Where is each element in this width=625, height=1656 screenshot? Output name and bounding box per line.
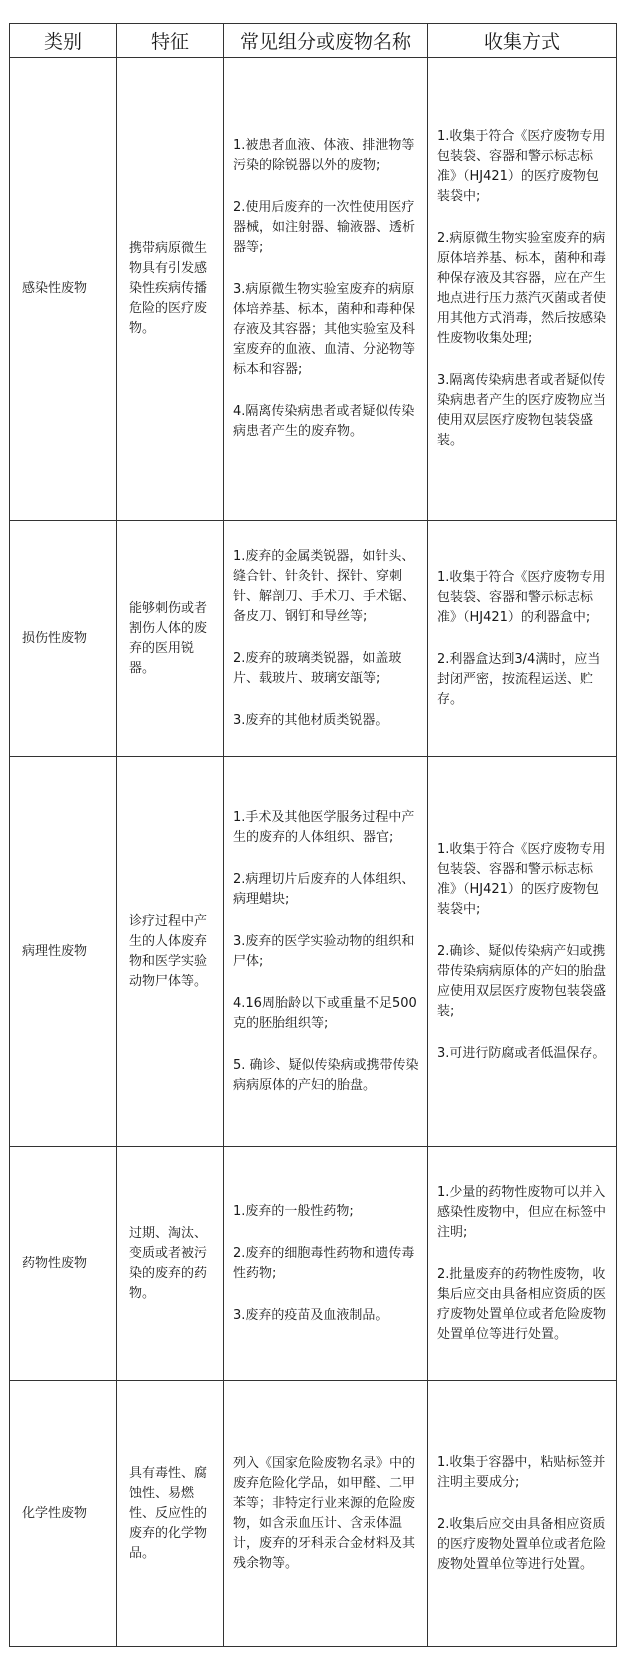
feature-cell: 诊疗过程中产生的人体废弃物和医学实验动物尸体等。 [117,757,224,1147]
component-item: 1.废弃的一般性药物; [233,1203,354,1219]
component-item: 4.隔离传染病患者或者疑似传染病患者产生的废弃物。 [233,404,415,440]
method-item: 1.收集于符合《医疗废物专用包装袋、容器和警示标志标准》（HJ421）的利器盒中; [437,569,606,625]
feature-cell: 具有毒性、腐蚀性、易燃性、反应性的废弃的化学物品。 [117,1381,224,1647]
feature-cell: 过期、淘汰、变质或者被污染的废弃的药物。 [117,1147,224,1381]
component-item: 2.病理切片后废弃的人体组织、病理蜡块; [233,871,415,907]
category-cell: 感染性废物 [10,58,117,521]
method-item: 2.利器盒达到3/4满时，应当封闭严密，按流程运送、贮存。 [437,651,601,707]
method-cell [428,1147,617,1381]
component-item: 1.手术及其他医学服务过程中产生的废弃的人体组织、器官; [233,809,415,845]
component-item: 3.废弃的疫苗及血液制品。 [233,1307,389,1323]
component-item: 3.废弃的其他材质类锐器。 [233,712,389,728]
method-item: 1.收集于容器中，粘贴标签并注明主要成分; [437,1454,606,1490]
component-item: 1.废弃的金属类锐器，如针头、缝合针、针灸针、探针、穿刺针、解剖刀、手术刀、手术锯、备皮刀、钢钉和导丝等; [233,548,416,624]
table-row [10,58,617,521]
method-item: 3.可进行防腐或者低温保存。 [437,1045,606,1061]
method-item: 1.少量的药物性废物可以并入感染性废物中，但应在标签中注明; [437,1184,607,1240]
header-row [10,24,617,58]
method-item: 2.病原微生物实验室废弃的病原体培养基、标本，菌种和毒种保存液及其容器，应在产生地点进行压力蒸汽灭菌或者使用其他方式消毒，然后按感染性废物收集处理; [437,231,607,347]
components-cell [224,1147,428,1381]
table-row [10,521,617,757]
method-cell [428,757,617,1147]
header-method: 收集方式 [428,24,617,58]
method-item: 2.确诊、疑似传染病产妇或携带传染病病原体的产妇的胎盘应使用双层医疗废物包装袋盛装; [437,943,607,1019]
table-row [10,757,617,1147]
method-item: 1.收集于符合《医疗废物专用包装袋、容器和警示标志标准》（HJ421）的医疗废物包装袋中; [437,841,606,917]
component-item: 4.16周胎龄以下或重量不足500克的胚胎组织等; [233,995,417,1031]
component-item: 3.废弃的医学实验动物的组织和尸体; [233,933,415,969]
components-cell [224,521,428,757]
components-cell [224,757,428,1147]
component-item: 列入《国家危险废物名录》中的废弃危险化学品，如甲醛、二甲苯等；非特定行业来源的危险废物，如含汞血压计、含汞体温计，废弃的牙科汞合金材料及其残余物等。 [233,1455,416,1571]
header-category: 类别 [10,24,117,58]
component-item: 1.被患者血液、体液、排泄物等污染的除锐器以外的废物; [233,138,415,174]
category-cell: 化学性废物 [10,1381,117,1647]
header-feature: 特征 [117,24,224,58]
medical-waste-table [9,23,617,1647]
component-item: 3.病原微生物实验室废弃的病原体培养基、标本，菌种和毒种保存液及其容器；其他实验室及科室废弃的血液、血清、分泌物等标本和容器; [233,282,416,378]
feature-cell: 能够刺伤或者割伤人体的废弃的医用锐器。 [117,521,224,757]
component-item: 2.使用后废弃的一次性使用医疗器械，如注射器、输液器、透析器等; [233,200,416,256]
components-cell [224,58,428,521]
feature-cell: 携带病原微生物具有引发感染性疾病传播危险的医疗废物。 [117,58,224,521]
header-components: 常见组分或废物名称 [224,24,428,58]
method-item: 1.收集于符合《医疗废物专用包装袋、容器和警示标志标准》（HJ421）的医疗废物包装袋中; [437,129,606,205]
category-cell: 药物性废物 [10,1147,117,1381]
category-cell: 损伤性废物 [10,521,117,757]
table-row [10,1381,617,1647]
method-cell [428,1381,617,1647]
components-cell [224,1381,428,1647]
component-item: 5. 确诊、疑似传染病或携带传染病病原体的产妇的胎盘。 [233,1057,419,1093]
method-cell [428,521,617,757]
method-item: 3.隔离传染病患者或者疑似传染病患者产生的医疗废物应当使用双层医疗废物包装袋盛装。 [437,373,607,449]
method-item: 2.收集后应交由具备相应资质的医疗废物处置单位或者危险废物处置单位等进行处置。 [437,1516,607,1572]
component-item: 2.废弃的玻璃类锐器，如盖玻片、载玻片、玻璃安瓿等; [233,650,402,686]
category-cell: 病理性废物 [10,757,117,1147]
component-item: 2.废弃的细胞毒性药物和遗传毒性药物; [233,1245,415,1281]
method-cell [428,58,617,521]
method-item: 2.批量废弃的药物性废物，收集后应交由具备相应资质的医疗废物处置单位或者危险废物处置单位等进行处置。 [437,1266,607,1342]
table-row [10,1147,617,1381]
